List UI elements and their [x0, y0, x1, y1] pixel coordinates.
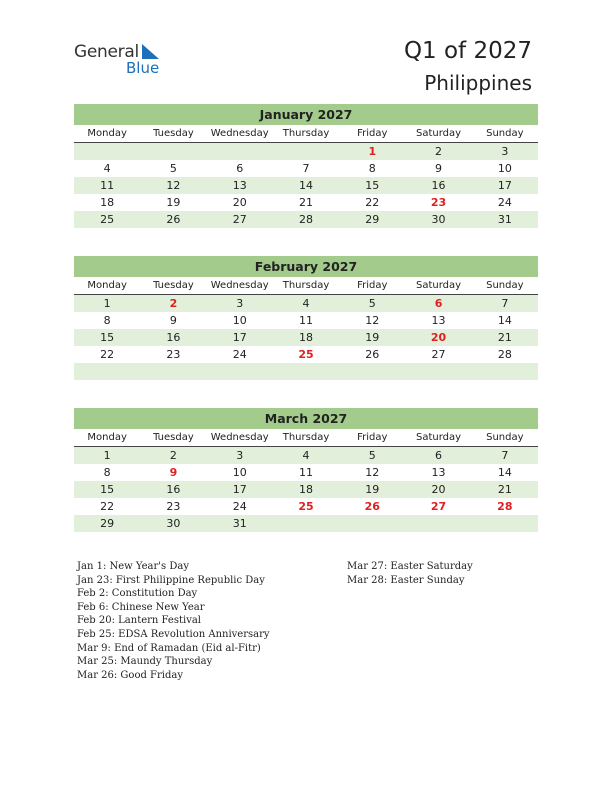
- day-cell: 10: [232, 466, 247, 479]
- day-cell: [339, 363, 405, 380]
- day-cell: 2: [169, 449, 177, 462]
- day-cell: 11: [298, 466, 313, 479]
- day-cell: 1: [368, 145, 377, 158]
- day-cell: 19: [365, 483, 380, 496]
- weekday-label: Monday: [87, 432, 127, 443]
- weekday-label: Thursday: [282, 128, 330, 139]
- day-cell: 22: [365, 196, 380, 209]
- month-header: February 2027: [74, 256, 538, 277]
- holiday-entry: Feb 25: EDSA Revolution Anniversary: [77, 628, 270, 640]
- day-cell: 28: [298, 213, 313, 226]
- day-cell: 13: [232, 179, 247, 192]
- holiday-list-left: [77, 560, 270, 682]
- week-row: [74, 481, 538, 498]
- day-cell: 27: [430, 500, 447, 513]
- day-cell: 4: [302, 297, 310, 310]
- week-row: [74, 177, 538, 194]
- day-cell: [273, 515, 339, 532]
- weekday-label: Sunday: [486, 128, 524, 139]
- day-cell: 18: [100, 196, 115, 209]
- day-cell: 14: [497, 314, 512, 327]
- logo-triangle-icon: [142, 44, 160, 60]
- day-cell: 5: [169, 162, 177, 175]
- month-february: [74, 256, 538, 380]
- week-row: [74, 160, 538, 177]
- day-cell: 27: [431, 348, 446, 361]
- day-cell: 23: [430, 196, 447, 209]
- day-cell: 30: [431, 213, 446, 226]
- weekday-label: Saturday: [416, 280, 462, 291]
- week-row: [74, 312, 538, 329]
- day-cell: 23: [166, 348, 181, 361]
- day-cell: 15: [100, 331, 115, 344]
- day-cell: 17: [497, 179, 512, 192]
- weekday-label: Saturday: [416, 432, 462, 443]
- day-cell: [140, 363, 206, 380]
- day-cell: 12: [365, 314, 380, 327]
- week-row: [74, 211, 538, 228]
- day-cell: [405, 363, 471, 380]
- day-cell: 16: [166, 331, 181, 344]
- holiday-entry: Mar 27: Easter Saturday: [347, 561, 473, 572]
- day-cell: 22: [100, 348, 115, 361]
- day-cell: 11: [298, 314, 313, 327]
- day-cell: 3: [236, 297, 244, 310]
- week-row: [74, 464, 538, 481]
- day-cell: 25: [298, 348, 314, 361]
- day-cell: [74, 363, 140, 380]
- day-cell: 10: [497, 162, 512, 175]
- day-cell: 13: [431, 466, 446, 479]
- day-cell: [74, 143, 140, 160]
- day-cell: 15: [365, 179, 380, 192]
- day-cell: 2: [435, 145, 443, 158]
- week-row: [74, 329, 538, 346]
- day-cell: 5: [368, 449, 376, 462]
- day-cell: 26: [166, 213, 181, 226]
- day-cell: 24: [232, 348, 247, 361]
- day-cell: [207, 363, 273, 380]
- week-row: [74, 194, 538, 211]
- day-cell: 11: [100, 179, 115, 192]
- day-cell: 16: [166, 483, 181, 496]
- day-cell: [472, 515, 538, 532]
- weekday-label: Thursday: [282, 280, 330, 291]
- day-cell: 13: [431, 314, 446, 327]
- day-cell: 12: [166, 179, 181, 192]
- week-row: [74, 295, 538, 312]
- day-cell: [273, 143, 339, 160]
- day-cell: 25: [298, 500, 314, 513]
- day-cell: 8: [368, 162, 376, 175]
- day-cell: 22: [100, 500, 115, 513]
- weekday-label: Wednesday: [210, 280, 269, 291]
- day-cell: 27: [232, 213, 247, 226]
- weekday-label: Monday: [87, 280, 127, 291]
- weekday-label: Friday: [357, 128, 388, 139]
- weekday-label: Sunday: [486, 432, 524, 443]
- day-cell: 7: [302, 162, 310, 175]
- weekday-label: Tuesday: [153, 128, 194, 139]
- day-cell: 25: [100, 213, 115, 226]
- day-cell: 28: [497, 348, 512, 361]
- day-cell: 9: [169, 314, 177, 327]
- day-cell: 19: [365, 331, 380, 344]
- day-cell: 29: [100, 517, 115, 530]
- day-cell: [207, 143, 273, 160]
- day-cell: 4: [103, 162, 111, 175]
- weekday-header-row: [74, 277, 538, 295]
- day-cell: 5: [368, 297, 376, 310]
- weekday-label: Thursday: [282, 432, 330, 443]
- day-cell: 2: [169, 297, 178, 310]
- day-cell: 1: [103, 449, 111, 462]
- month-march: [74, 408, 538, 532]
- holiday-entry: Jan 23: First Philippine Republic Day: [77, 574, 265, 586]
- week-row: [74, 143, 538, 160]
- month-header: March 2027: [74, 408, 538, 429]
- day-cell: 8: [103, 466, 111, 479]
- day-cell: 1: [103, 297, 111, 310]
- day-cell: 24: [232, 500, 247, 513]
- weekday-label: Tuesday: [153, 280, 194, 291]
- day-cell: 3: [501, 145, 509, 158]
- holiday-entry: Feb 2: Constitution Day: [77, 588, 198, 600]
- page-title: Q1 of 2027: [403, 38, 532, 64]
- brand-name-blue: Blue: [126, 59, 160, 77]
- day-cell: 17: [232, 483, 247, 496]
- holiday-entry: Mar 28: Easter Sunday: [347, 574, 465, 586]
- day-cell: 12: [365, 466, 380, 479]
- country-name: Philippines: [424, 71, 532, 95]
- weekday-label: Monday: [87, 128, 127, 139]
- holiday-entry: Feb 6: Chinese New Year: [77, 601, 205, 613]
- day-cell: 30: [166, 517, 181, 530]
- week-row: [74, 363, 538, 380]
- day-cell: 21: [298, 196, 313, 209]
- weekday-header-row: [74, 125, 538, 143]
- day-cell: 31: [232, 517, 247, 530]
- week-row: [74, 346, 538, 363]
- holiday-list-right: [347, 560, 473, 587]
- day-cell: 3: [236, 449, 244, 462]
- week-row: [74, 515, 538, 532]
- weekday-label: Wednesday: [210, 432, 269, 443]
- day-cell: [140, 143, 206, 160]
- day-cell: 16: [431, 179, 446, 192]
- day-cell: 10: [232, 314, 247, 327]
- holiday-entry: Mar 26: Good Friday: [77, 669, 183, 681]
- holiday-entry: Mar 9: End of Ramadan (Eid al-Fitr): [77, 642, 261, 654]
- holiday-entry: Mar 25: Maundy Thursday: [77, 656, 213, 668]
- day-cell: 18: [298, 331, 313, 344]
- day-cell: 18: [298, 483, 313, 496]
- day-cell: 6: [434, 297, 443, 310]
- day-cell: 29: [365, 213, 380, 226]
- day-cell: 17: [232, 331, 247, 344]
- day-cell: 20: [232, 196, 247, 209]
- day-cell: 15: [100, 483, 115, 496]
- day-cell: [405, 515, 471, 532]
- day-cell: 14: [298, 179, 313, 192]
- weekday-header-row: [74, 429, 538, 447]
- day-cell: 26: [365, 348, 380, 361]
- day-cell: 9: [169, 466, 178, 479]
- day-cell: 9: [435, 162, 443, 175]
- brand-name-general: General: [74, 42, 139, 62]
- week-row: [74, 447, 538, 464]
- day-cell: [273, 363, 339, 380]
- day-cell: 19: [166, 196, 181, 209]
- weekday-label: Friday: [357, 280, 388, 291]
- day-cell: 24: [497, 196, 512, 209]
- month-january: [74, 104, 538, 228]
- day-cell: 31: [497, 213, 512, 226]
- holiday-entry: Jan 1: New Year's Day: [77, 561, 189, 572]
- day-cell: 28: [497, 500, 513, 513]
- day-cell: 7: [501, 449, 509, 462]
- day-cell: 20: [431, 483, 446, 496]
- day-cell: 6: [236, 162, 244, 175]
- holiday-entry: Feb 20: Lantern Festival: [77, 615, 202, 627]
- day-cell: [339, 515, 405, 532]
- weekday-label: Tuesday: [153, 432, 194, 443]
- day-cell: 20: [430, 331, 447, 344]
- day-cell: 21: [497, 483, 512, 496]
- weekday-label: Saturday: [416, 128, 462, 139]
- day-cell: 21: [497, 331, 512, 344]
- day-cell: 7: [501, 297, 509, 310]
- day-cell: 23: [166, 500, 181, 513]
- day-cell: 26: [364, 500, 380, 513]
- weekday-label: Friday: [357, 432, 388, 443]
- week-row: [74, 498, 538, 515]
- day-cell: 8: [103, 314, 111, 327]
- weekday-label: Sunday: [486, 280, 524, 291]
- brand-logo: [74, 42, 174, 76]
- day-cell: 6: [435, 449, 443, 462]
- weekday-label: Wednesday: [210, 128, 269, 139]
- day-cell: 14: [497, 466, 512, 479]
- day-cell: 4: [302, 449, 310, 462]
- day-cell: [472, 363, 538, 380]
- month-header: January 2027: [74, 104, 538, 125]
